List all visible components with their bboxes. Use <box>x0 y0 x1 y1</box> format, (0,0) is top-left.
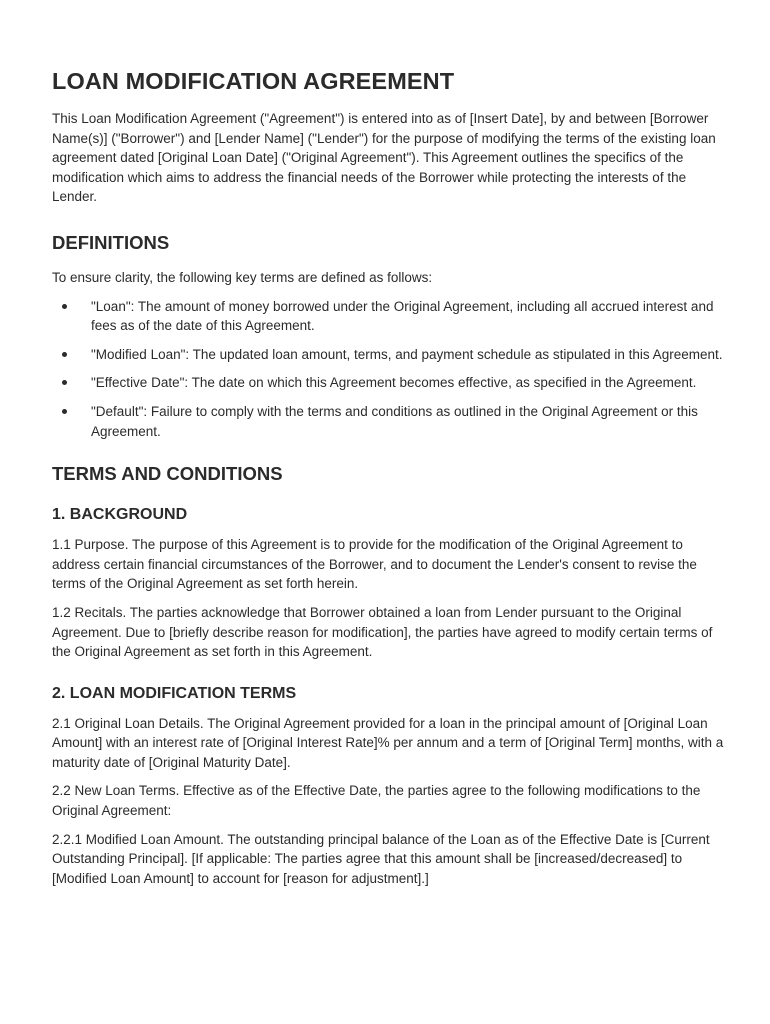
background-heading: 1. BACKGROUND <box>52 506 188 524</box>
purpose-paragraph: 1.1 Purpose. The purpose of this Agreement is to provide for the modification of the Original Agreement to address certain financial circumstances of the Borrower, and to document the Lender's consent to revise the terms of the Original Agreement as set forth herein. <box>52 537 697 592</box>
definition-text: "Loan": The amount of money borrowed under the Original Agreement, including all accrued interest and fees as of the date of this Agreement. <box>91 298 714 334</box>
definition-text: "Modified Loan": The updated loan amount, terms, and payment schedule as stipulated in this Agreement. <box>91 346 723 362</box>
list-item <box>52 297 724 336</box>
new-loan-terms-paragraph: 2.2 New Loan Terms. Effective as of the Effective Date, the parties agree to the following modifications to the Original Agreement: <box>52 783 701 819</box>
document-title: LOAN MODIFICATION AGREEMENT <box>52 68 455 94</box>
bullet-icon <box>62 304 67 309</box>
definitions-lead: To ensure clarity, the following key terms are defined as follows: <box>52 269 433 285</box>
list-item <box>52 345 724 365</box>
list-item <box>52 373 724 393</box>
definitions-heading: DEFINITIONS <box>52 231 170 253</box>
bullet-icon <box>62 352 67 357</box>
loan-modification-heading: 2. LOAN MODIFICATION TERMS <box>52 684 297 702</box>
definition-text: "Default": Failure to comply with the terms and conditions as outlined in the Original Agreement or this Agreement. <box>91 403 698 439</box>
recitals-paragraph: 1.2 Recitals. The parties acknowledge that Borrower obtained a loan from Lender pursuant to the Original Agreement. Due to [briefly describe reason for modification], the parties have agreed to modify certain terms of the Original Agreement as set forth in this Agreement. <box>52 604 713 660</box>
terms-heading: TERMS AND CONDITIONS <box>52 463 283 485</box>
document-page <box>52 68 724 897</box>
definitions-list <box>52 297 724 442</box>
definition-text: "Effective Date": The date on which this Agreement becomes effective, as specified in the Agreement. <box>91 375 697 391</box>
bullet-icon <box>62 409 67 414</box>
original-loan-details-paragraph: 2.1 Original Loan Details. The Original Agreement provided for a loan in the principal amount of [Original Loan Amount] with an interest rate of [Original Interest Rate]% per annum and a term of [Original Term] months, with a maturity date of [Original Maturity Date]. <box>52 715 724 770</box>
modified-loan-amount-paragraph: 2.2.1 Modified Loan Amount. The outstanding principal balance of the Loan as of the Effective Date is [Current Outstanding Principal]. [If applicable: The parties agree that this amount shall be [increased/decreased] to [Modified Loan Amount] to account for [reason for adjustment].] <box>52 831 710 886</box>
intro-paragraph: This Loan Modification Agreement ("Agreement") is entered into as of [Insert Date], by and between [Borrower Name(s)] ("Borrower") and [Lender Name] ("Lender") for the purpose of modifying the terms of the existing loan agreement dated [Original Loan Date] ("Original Agreement"). This Agreement outlines the specifics of the modification which aims to address the financial needs of the Borrower while protecting the interests of the Lender. <box>52 111 716 205</box>
list-item <box>52 402 724 441</box>
bullet-icon <box>62 380 67 385</box>
